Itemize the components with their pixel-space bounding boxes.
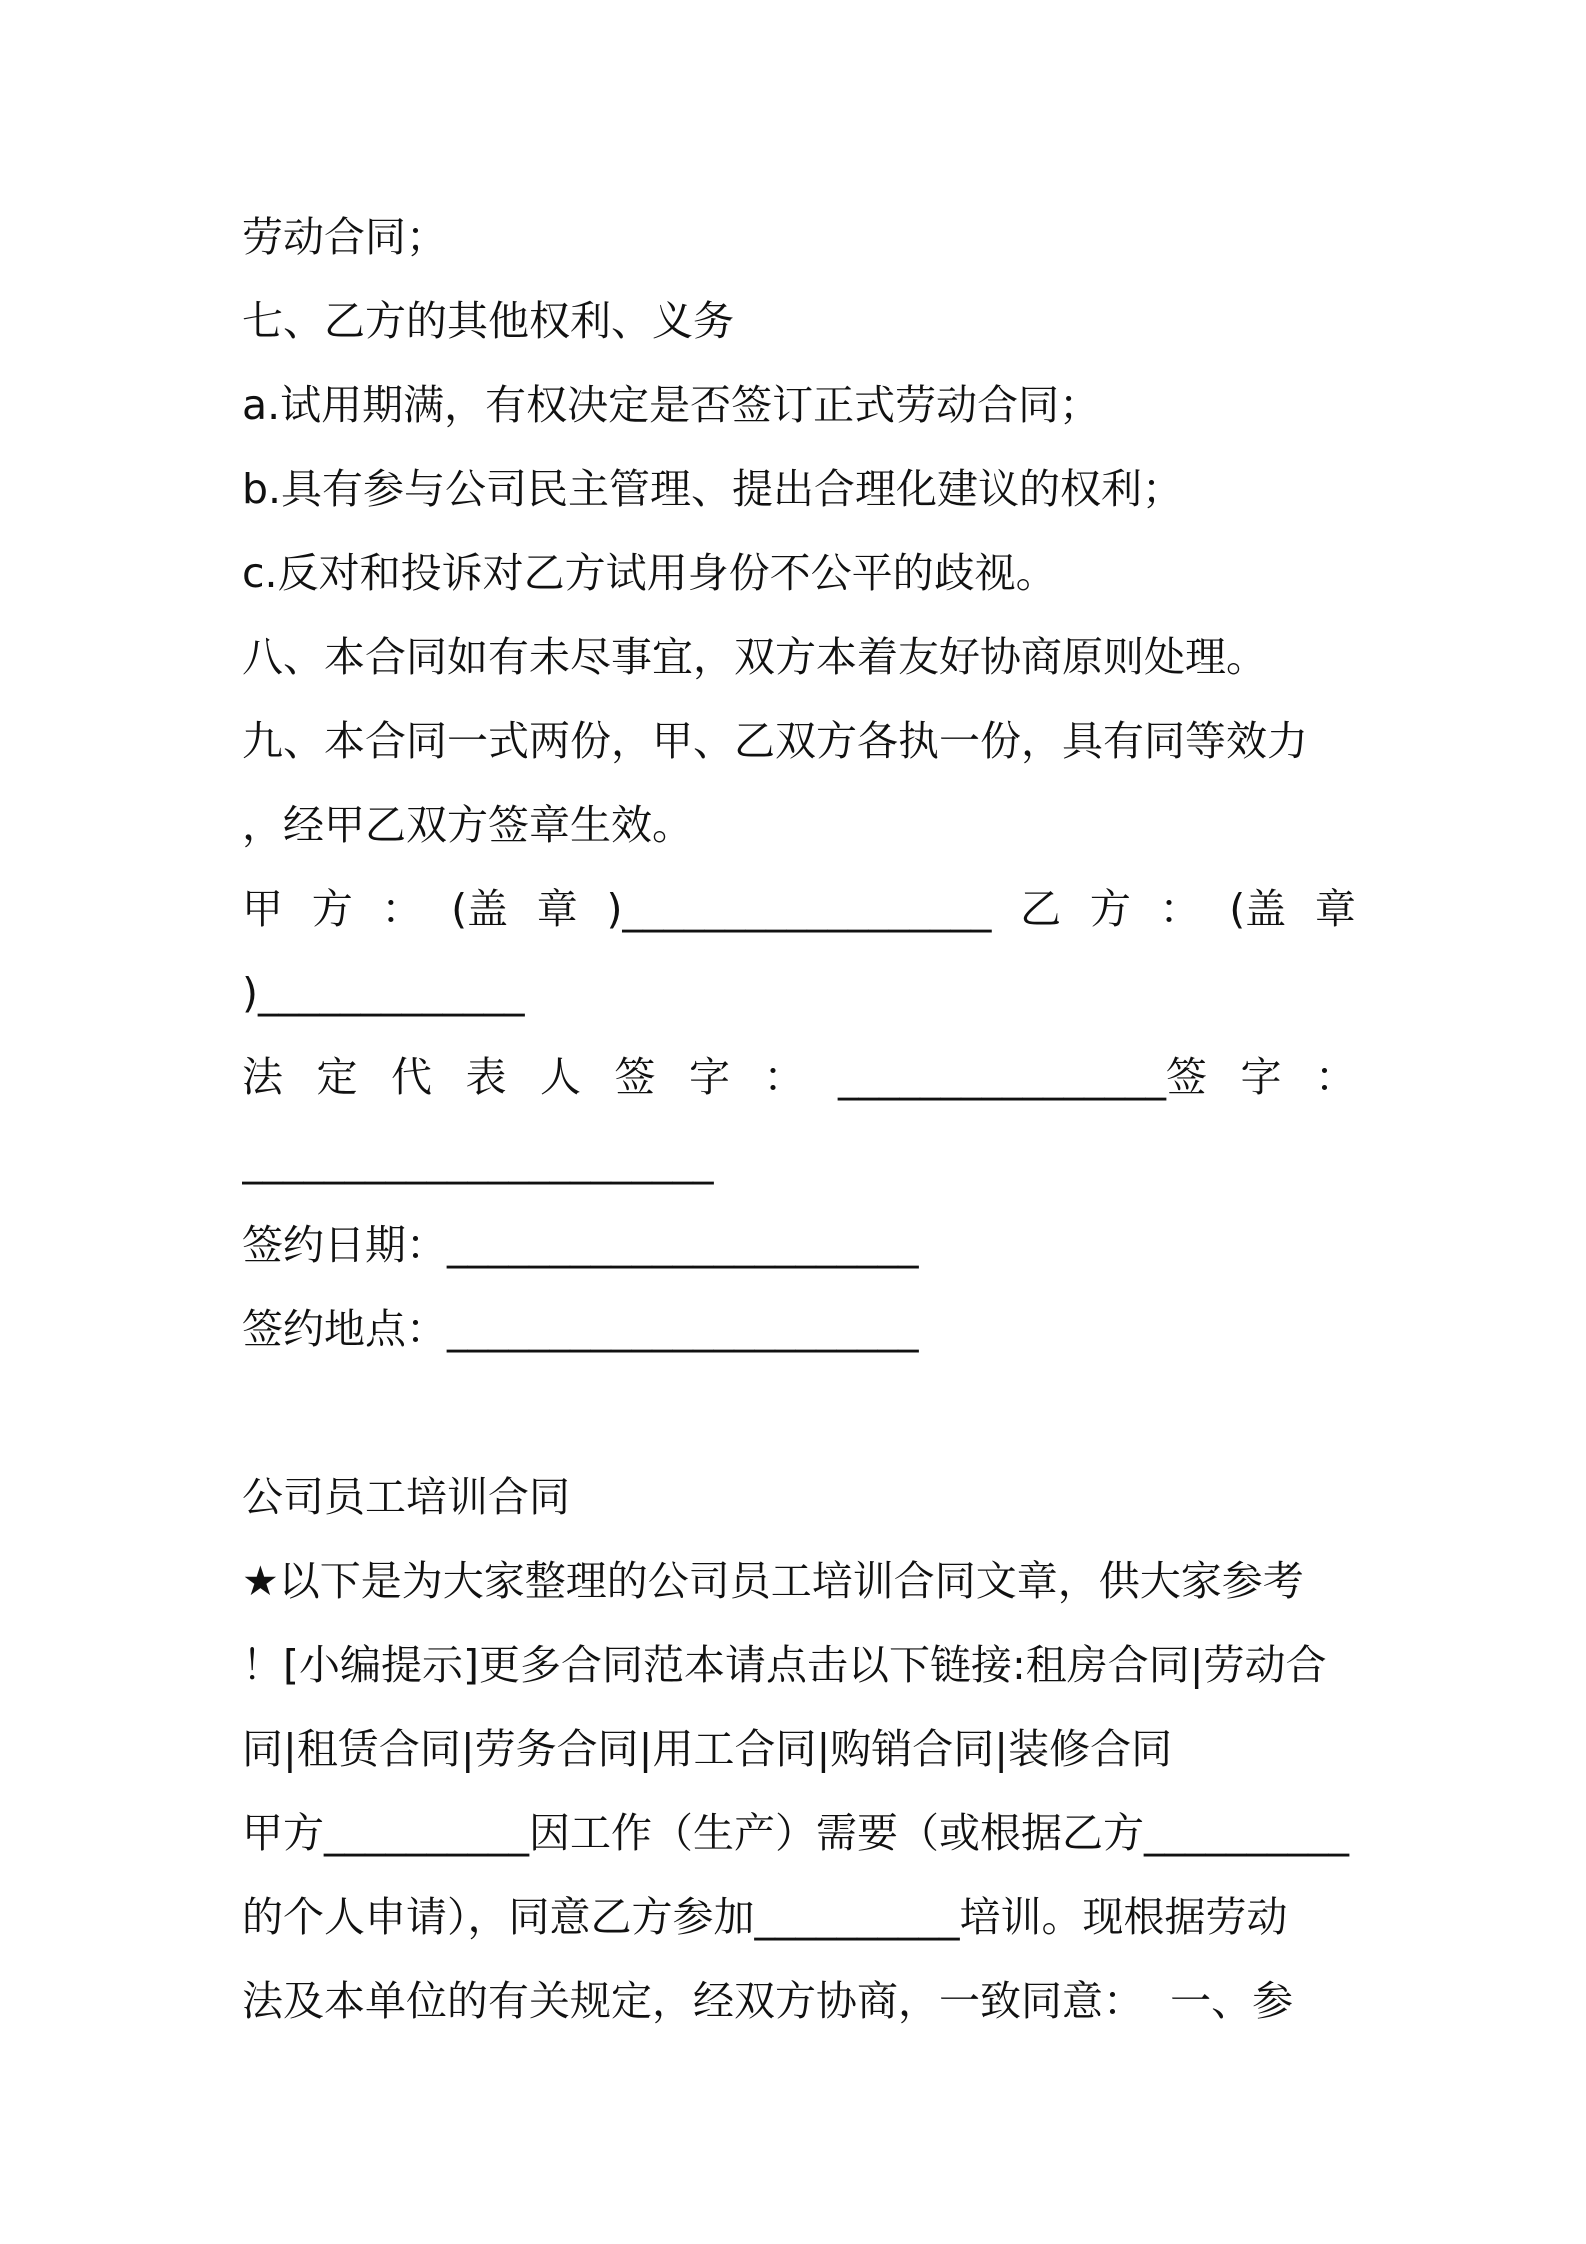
text-line-16: ★以下是为大家整理的公司员工培训合同文章，供大家参考 [242, 1557, 1304, 1605]
text-line-19: 甲方__________因工作（生产）需要（或根据乙方__________ [242, 1809, 1349, 1857]
sig1-blank: )__________________ [606, 885, 992, 933]
signature-line-party-a [242, 867, 1356, 951]
document-page [242, 195, 1356, 2043]
text-line-20: 的个人申请），同意乙方参加__________培训。现根据劳动 [242, 1893, 1288, 1941]
text-line-18: 同|租赁合同|劳务合同|用工合同|购销合同|装修合同 [242, 1725, 1173, 1773]
signing-place-line: 签约地点：_______________________ [242, 1305, 919, 1353]
signature-line-representative [242, 1035, 1356, 1119]
paragraph-gap [242, 1371, 1356, 1455]
sig1-char-1: 甲 [242, 885, 283, 933]
sig1-char-11: 章 [1314, 885, 1356, 933]
sig2-char-11: ： [1315, 1053, 1356, 1101]
text-line-8: ，经甲乙双方签章生效。 [242, 801, 693, 849]
sig2-char-2: 定 [316, 1053, 358, 1101]
signing-date-line: 签约日期：_______________________ [242, 1221, 919, 1269]
text-line-5: c.反对和投诉对乙方试用身份不公平的歧视。 [242, 549, 1057, 597]
sig1-char-4: (盖 [451, 885, 509, 933]
sig1-char-7: 乙 [1020, 885, 1062, 933]
document-title: 公司员工培训合同 [242, 1473, 570, 1521]
sig1-char-9: ： [1159, 885, 1201, 933]
sig2-char-3: 代 [391, 1053, 432, 1101]
text-line-3: a.试用期满，有权决定是否签订正式劳动合同； [242, 381, 1101, 429]
sig2-char-7: 字 [689, 1053, 730, 1101]
text-line-4: b.具有参与公司民主管理、提出合理化建议的权利； [242, 465, 1184, 513]
sig1-char-10: (盖 [1229, 885, 1287, 933]
sig2-char-8: ： [763, 1053, 805, 1101]
sig1-char-2: 方 [311, 885, 353, 933]
section-heading-9: 九、本合同一式两份，甲、乙双方各执一份，具有同等效力 [242, 717, 1308, 765]
sig2-char-6: 签 [614, 1053, 656, 1101]
section-heading-7: 七、乙方的其他权利、义务 [242, 297, 734, 345]
sig1-char-5: 章 [536, 885, 578, 933]
sig2-char-10: 字 [1240, 1053, 1282, 1101]
text-line-21: 法及本单位的有关规定，经双方协商，一致同意： 一、参 [242, 1977, 1294, 2025]
sig1-char-8: 方 [1089, 885, 1131, 933]
sig2-blank: ________________签 [838, 1053, 1207, 1101]
section-heading-8: 八、本合同如有未尽事宜，双方本着友好协商原则处理。 [242, 633, 1267, 681]
sig2-char-4: 表 [465, 1053, 507, 1101]
sig2-char-1: 法 [242, 1053, 283, 1101]
signature-blank-line: _______________________ [242, 1137, 714, 1185]
signature-line-party-b-blank: )_____________ [242, 969, 525, 1017]
text-line-17: ！[小编提示]更多合同范本请点击以下链接:租房合同|劳动合 [242, 1641, 1327, 1689]
text-line-1: 劳动合同； [242, 213, 447, 261]
sig2-char-5: 人 [540, 1053, 581, 1101]
sig1-char-3: ： [381, 885, 423, 933]
